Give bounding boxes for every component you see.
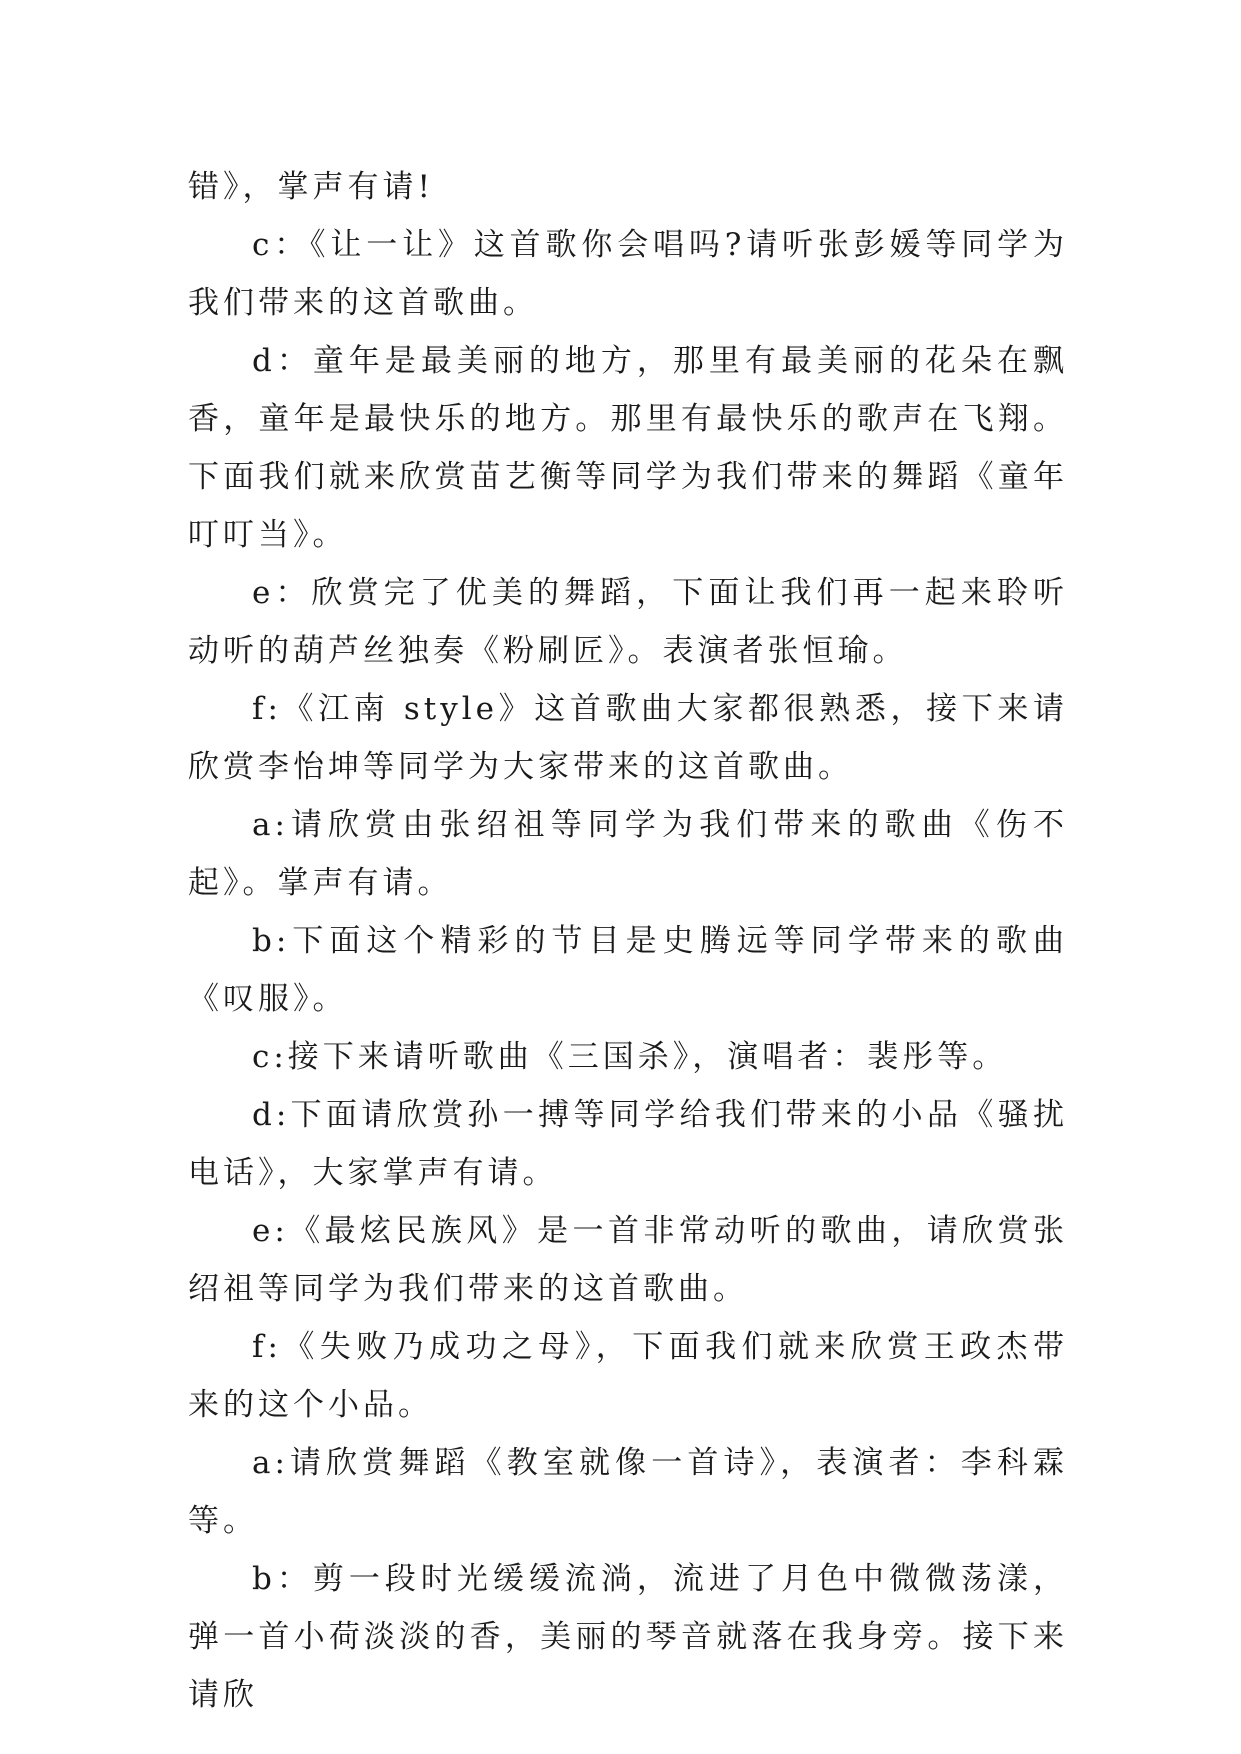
document-body [188,158,1068,1724]
paragraph-a-shang-bu-qi: a:请欣赏由张绍祖等同学为我们带来的歌曲《伤不起》。掌声有请。 [188,807,1068,901]
paragraph-f-jiangnan-style: f:《江南 style》这首歌曲大家都很熟悉，接下来请欣赏李怡坤等同学为大家带来的这首歌曲。 [188,691,1068,785]
paragraph-e-zuixuan-minzufeng: e:《最炫民族风》是一首非常动听的歌曲，请欣赏张绍祖等同学为我们带来的这首歌曲。 [188,1213,1068,1307]
paragraph-b-tanfu: b:下面这个精彩的节目是史腾远等同学带来的歌曲《叹服》。 [188,923,1068,1017]
paragraph-d-tongnian: d：童年是最美丽的地方，那里有最美丽的花朵在飘香，童年是最快乐的地方。那里有最快乐的歌声在飞翔。下面我们就来欣赏苗艺衡等同学为我们带来的舞蹈《童年叮叮当》。 [188,343,1068,553]
paragraph-a-jiaoshi-shi: a:请欣赏舞蹈《教室就像一首诗》，表演者：李科霖等。 [188,1445,1068,1539]
paragraph-f-shibai-chenggong: f:《失败乃成功之母》，下面我们就来欣赏王政杰带来的这个小品。 [188,1329,1068,1423]
paragraph-e-hulusi: e：欣赏完了优美的舞蹈，下面让我们再一起来聆听动听的葫芦丝独奏《粉刷匠》。表演者张恒瑜。 [188,575,1068,669]
paragraph-c-rang-yi-rang: c：《让一让》这首歌你会唱吗?请听张彭媛等同学为我们带来的这首歌曲。 [188,227,1068,321]
paragraph-c-sanguosha: c:接下来请听歌曲《三国杀》，演唱者：裴彤等。 [252,1039,1008,1075]
paragraph-d-saorao-dianhua: d:下面请欣赏孙一搏等同学给我们带来的小品《骚扰电话》，大家掌声有请。 [188,1097,1068,1191]
paragraph-b-qinyin: b：剪一段时光缓缓流淌，流进了月色中微微荡漾，弹一首小荷淡淡的香，美丽的琴音就落在我身旁。接下来请欣 [188,1561,1068,1713]
paragraph-continuation: 错》，掌声有请! [188,169,434,205]
